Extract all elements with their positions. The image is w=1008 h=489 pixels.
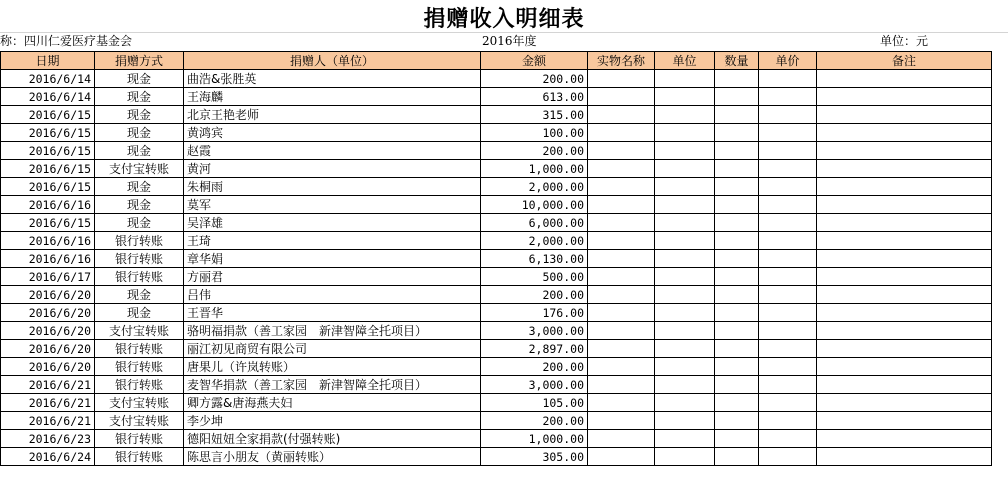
item-name-cell[interactable]: [588, 142, 655, 160]
remark-cell[interactable]: [817, 448, 992, 466]
remark-cell[interactable]: [817, 412, 992, 430]
remark-cell[interactable]: [817, 394, 992, 412]
amount-cell[interactable]: 500.00: [481, 268, 588, 286]
method-cell[interactable]: 银行转账: [95, 430, 184, 448]
unit-cell[interactable]: [655, 196, 715, 214]
quantity-cell[interactable]: [715, 286, 759, 304]
unit-cell[interactable]: [655, 376, 715, 394]
remark-cell[interactable]: [817, 304, 992, 322]
table-row: [1, 340, 992, 358]
method-cell[interactable]: 支付宝转账: [95, 412, 184, 430]
unit-cell[interactable]: [655, 412, 715, 430]
donor-cell[interactable]: 卿方露&唐海燕夫妇: [184, 394, 481, 412]
quantity-cell[interactable]: [715, 304, 759, 322]
donor-cell[interactable]: 王晋华: [184, 304, 481, 322]
table-row: [1, 250, 992, 268]
unit-price-cell[interactable]: [759, 268, 817, 286]
amount-cell[interactable]: 105.00: [481, 394, 588, 412]
amount-cell[interactable]: 613.00: [481, 88, 588, 106]
info-row: [0, 32, 1008, 51]
header-unit-price[interactable]: 单价: [759, 52, 817, 70]
amount-cell[interactable]: 10,000.00: [481, 196, 588, 214]
method-cell[interactable]: 现金: [95, 214, 184, 232]
item-name-cell[interactable]: [588, 106, 655, 124]
remark-cell[interactable]: [817, 178, 992, 196]
table-row: [1, 286, 992, 304]
table-row: [1, 322, 992, 340]
amount-cell[interactable]: 200.00: [481, 70, 588, 88]
quantity-cell[interactable]: [715, 394, 759, 412]
item-name-cell[interactable]: [588, 268, 655, 286]
table-row: [1, 124, 992, 142]
date-cell[interactable]: 2016/6/17: [1, 268, 95, 286]
quantity-cell[interactable]: [715, 358, 759, 376]
item-name-cell[interactable]: [588, 160, 655, 178]
method-cell[interactable]: 现金: [95, 286, 184, 304]
quantity-cell[interactable]: [715, 214, 759, 232]
item-name-cell[interactable]: [588, 448, 655, 466]
donation-table: [0, 51, 992, 466]
table-row: [1, 70, 992, 88]
donor-cell[interactable]: 德阳妞妞全家捐款(付强转账): [184, 430, 481, 448]
item-name-cell[interactable]: [588, 196, 655, 214]
unit-price-cell[interactable]: [759, 178, 817, 196]
donor-cell[interactable]: 李少坤: [184, 412, 481, 430]
item-name-cell[interactable]: [588, 70, 655, 88]
date-cell[interactable]: 2016/6/21: [1, 376, 95, 394]
unit-price-cell[interactable]: [759, 70, 817, 88]
donor-cell[interactable]: 王海麟: [184, 88, 481, 106]
table-row: [1, 268, 992, 286]
method-cell[interactable]: 银行转账: [95, 358, 184, 376]
remark-cell[interactable]: [817, 430, 992, 448]
method-cell[interactable]: 银行转账: [95, 268, 184, 286]
item-name-cell[interactable]: [588, 358, 655, 376]
date-cell[interactable]: 2016/6/15: [1, 214, 95, 232]
quantity-cell[interactable]: [715, 232, 759, 250]
amount-cell[interactable]: 1,000.00: [481, 430, 588, 448]
table-row: [1, 106, 992, 124]
date-cell[interactable]: 2016/6/16: [1, 250, 95, 268]
amount-cell[interactable]: 200.00: [481, 286, 588, 304]
amount-cell[interactable]: 6,130.00: [481, 250, 588, 268]
unit-cell[interactable]: [655, 304, 715, 322]
amount-cell[interactable]: 2,000.00: [481, 178, 588, 196]
donor-cell[interactable]: 骆明福捐款（善工家园 新津智障全托项目）: [184, 322, 481, 340]
donor-cell[interactable]: 吕伟: [184, 286, 481, 304]
unit-cell[interactable]: [655, 430, 715, 448]
remark-cell[interactable]: [817, 160, 992, 178]
unit-price-cell[interactable]: [759, 124, 817, 142]
date-cell[interactable]: 2016/6/14: [1, 88, 95, 106]
unit-price-cell[interactable]: [759, 88, 817, 106]
page-title: 捐赠收入明细表: [423, 7, 585, 32]
remark-cell[interactable]: [817, 286, 992, 304]
method-cell[interactable]: 银行转账: [95, 448, 184, 466]
remark-cell[interactable]: [817, 70, 992, 88]
table-row: [1, 412, 992, 430]
amount-cell[interactable]: 200.00: [481, 412, 588, 430]
unit-cell[interactable]: [655, 214, 715, 232]
date-cell[interactable]: 2016/6/24: [1, 448, 95, 466]
table-row: [1, 358, 992, 376]
quantity-cell[interactable]: [715, 142, 759, 160]
date-cell[interactable]: 2016/6/23: [1, 430, 95, 448]
quantity-cell[interactable]: [715, 88, 759, 106]
item-name-cell[interactable]: [588, 412, 655, 430]
quantity-cell[interactable]: [715, 196, 759, 214]
method-cell[interactable]: 银行转账: [95, 250, 184, 268]
table-row: [1, 196, 992, 214]
donor-cell[interactable]: 陈思言小朋友（黄丽转账）: [184, 448, 481, 466]
amount-cell[interactable]: 200.00: [481, 142, 588, 160]
quantity-cell[interactable]: [715, 160, 759, 178]
unit-price-cell[interactable]: [759, 394, 817, 412]
table-body: [1, 70, 992, 466]
method-cell[interactable]: 支付宝转账: [95, 160, 184, 178]
unit-price-cell[interactable]: [759, 232, 817, 250]
unit-price-cell[interactable]: [759, 160, 817, 178]
method-cell[interactable]: 现金: [95, 106, 184, 124]
unit-price-cell[interactable]: [759, 250, 817, 268]
quantity-cell[interactable]: [715, 70, 759, 88]
unit-cell[interactable]: [655, 178, 715, 196]
amount-cell[interactable]: 3,000.00: [481, 322, 588, 340]
donor-cell[interactable]: 唐果儿（许岚转账）: [184, 358, 481, 376]
remark-cell[interactable]: [817, 106, 992, 124]
donor-cell[interactable]: 黄河: [184, 160, 481, 178]
amount-cell[interactable]: 315.00: [481, 106, 588, 124]
unit-price-cell[interactable]: [759, 322, 817, 340]
unit-price-cell[interactable]: [759, 376, 817, 394]
unit-cell[interactable]: [655, 340, 715, 358]
table-row: [1, 448, 992, 466]
donor-cell[interactable]: 丽江初见商贸有限公司: [184, 340, 481, 358]
unit-cell[interactable]: [655, 286, 715, 304]
item-name-cell[interactable]: [588, 376, 655, 394]
header-amount[interactable]: 金额: [481, 52, 588, 70]
unit-price-cell[interactable]: [759, 448, 817, 466]
amount-cell[interactable]: 200.00: [481, 358, 588, 376]
date-cell[interactable]: 2016/6/15: [1, 142, 95, 160]
amount-cell[interactable]: 6,000.00: [481, 214, 588, 232]
method-cell[interactable]: 银行转账: [95, 376, 184, 394]
table-row: [1, 394, 992, 412]
unit-cell[interactable]: [655, 232, 715, 250]
unit-price-cell[interactable]: [759, 106, 817, 124]
unit-price-cell[interactable]: [759, 412, 817, 430]
method-cell[interactable]: 现金: [95, 142, 184, 160]
table-row: [1, 214, 992, 232]
date-cell[interactable]: 2016/6/15: [1, 106, 95, 124]
unit-cell[interactable]: [655, 160, 715, 178]
date-cell[interactable]: 2016/6/14: [1, 70, 95, 88]
date-cell[interactable]: 2016/6/20: [1, 358, 95, 376]
donor-cell[interactable]: 章华娟: [184, 250, 481, 268]
remark-cell[interactable]: [817, 358, 992, 376]
header-quantity[interactable]: 数量: [715, 52, 759, 70]
amount-cell[interactable]: 3,000.00: [481, 376, 588, 394]
table-row: [1, 430, 992, 448]
method-cell[interactable]: 银行转账: [95, 232, 184, 250]
item-name-cell[interactable]: [588, 88, 655, 106]
item-name-cell[interactable]: [588, 322, 655, 340]
amount-cell[interactable]: 305.00: [481, 448, 588, 466]
amount-cell[interactable]: 176.00: [481, 304, 588, 322]
unit-price-cell[interactable]: [759, 286, 817, 304]
quantity-cell[interactable]: [715, 250, 759, 268]
unit-cell[interactable]: [655, 358, 715, 376]
remark-cell[interactable]: [817, 268, 992, 286]
quantity-cell[interactable]: [715, 268, 759, 286]
donor-cell[interactable]: 莫军: [184, 196, 481, 214]
unit-price-cell[interactable]: [759, 340, 817, 358]
header-method[interactable]: 捐赠方式: [95, 52, 184, 70]
amount-cell[interactable]: 2,000.00: [481, 232, 588, 250]
donor-cell[interactable]: 王琦: [184, 232, 481, 250]
donor-cell[interactable]: 吴泽雄: [184, 214, 481, 232]
date-cell[interactable]: 2016/6/21: [1, 394, 95, 412]
unit-cell[interactable]: [655, 70, 715, 88]
date-cell[interactable]: 2016/6/20: [1, 322, 95, 340]
item-name-cell[interactable]: [588, 304, 655, 322]
header-donor[interactable]: 捐赠人（单位）: [184, 52, 481, 70]
method-cell[interactable]: 现金: [95, 196, 184, 214]
method-cell[interactable]: 现金: [95, 70, 184, 88]
unit-cell[interactable]: [655, 142, 715, 160]
table-row: [1, 142, 992, 160]
amount-cell[interactable]: 2,897.00: [481, 340, 588, 358]
date-cell[interactable]: 2016/6/16: [1, 232, 95, 250]
date-cell[interactable]: 2016/6/15: [1, 124, 95, 142]
quantity-cell[interactable]: [715, 340, 759, 358]
remark-cell[interactable]: [817, 232, 992, 250]
method-cell[interactable]: 现金: [95, 178, 184, 196]
date-cell[interactable]: 2016/6/20: [1, 340, 95, 358]
donor-cell[interactable]: 曲浩&张胜英: [184, 70, 481, 88]
remark-cell[interactable]: [817, 214, 992, 232]
item-name-cell[interactable]: [588, 286, 655, 304]
quantity-cell[interactable]: [715, 376, 759, 394]
table-row: [1, 376, 992, 394]
quantity-cell[interactable]: [715, 178, 759, 196]
unit-cell[interactable]: [655, 268, 715, 286]
item-name-cell[interactable]: [588, 430, 655, 448]
date-cell[interactable]: 2016/6/15: [1, 178, 95, 196]
remark-cell[interactable]: [817, 376, 992, 394]
item-name-cell[interactable]: [588, 340, 655, 358]
method-cell[interactable]: 现金: [95, 304, 184, 322]
organization-label: 称：四川仁爱医疗基金会: [0, 34, 133, 48]
item-name-cell[interactable]: [588, 250, 655, 268]
remark-cell[interactable]: [817, 196, 992, 214]
quantity-cell[interactable]: [715, 412, 759, 430]
amount-cell[interactable]: 100.00: [481, 124, 588, 142]
donor-cell[interactable]: 北京王艳老师: [184, 106, 481, 124]
donor-cell[interactable]: 黄鸿宾: [184, 124, 481, 142]
method-cell[interactable]: 银行转账: [95, 340, 184, 358]
date-cell[interactable]: 2016/6/20: [1, 286, 95, 304]
unit-cell[interactable]: [655, 250, 715, 268]
unit-price-cell[interactable]: [759, 142, 817, 160]
unit-price-cell[interactable]: [759, 430, 817, 448]
year-label: 2016年度: [482, 34, 537, 48]
table-row: [1, 232, 992, 250]
donor-cell[interactable]: 朱桐雨: [184, 178, 481, 196]
unit-cell[interactable]: [655, 88, 715, 106]
unit-cell[interactable]: [655, 394, 715, 412]
unit-cell[interactable]: [655, 106, 715, 124]
date-cell[interactable]: 2016/6/21: [1, 412, 95, 430]
header-unit[interactable]: 单位: [655, 52, 715, 70]
remark-cell[interactable]: [817, 88, 992, 106]
item-name-cell[interactable]: [588, 214, 655, 232]
quantity-cell[interactable]: [715, 448, 759, 466]
unit-cell[interactable]: [655, 322, 715, 340]
remark-cell[interactable]: [817, 322, 992, 340]
date-cell[interactable]: 2016/6/15: [1, 160, 95, 178]
unit-cell[interactable]: [655, 124, 715, 142]
table-row: [1, 88, 992, 106]
table-row: [1, 304, 992, 322]
item-name-cell[interactable]: [588, 394, 655, 412]
header-item-name[interactable]: 实物名称: [588, 52, 655, 70]
unit-price-cell[interactable]: [759, 304, 817, 322]
quantity-cell[interactable]: [715, 106, 759, 124]
donor-cell[interactable]: 方丽君: [184, 268, 481, 286]
donor-cell[interactable]: 赵霞: [184, 142, 481, 160]
unit-price-cell[interactable]: [759, 214, 817, 232]
item-name-cell[interactable]: [588, 232, 655, 250]
method-cell[interactable]: 支付宝转账: [95, 394, 184, 412]
amount-cell[interactable]: 1,000.00: [481, 160, 588, 178]
remark-cell[interactable]: [817, 142, 992, 160]
donor-cell[interactable]: 麦智华捐款（善工家园 新津智障全托项目）: [184, 376, 481, 394]
unit-label: 单位：元: [880, 34, 929, 48]
item-name-cell[interactable]: [588, 178, 655, 196]
header-row: [1, 52, 992, 70]
unit-cell[interactable]: [655, 448, 715, 466]
unit-price-cell[interactable]: [759, 196, 817, 214]
item-name-cell[interactable]: [588, 124, 655, 142]
method-cell[interactable]: 支付宝转账: [95, 322, 184, 340]
date-cell[interactable]: 2016/6/20: [1, 304, 95, 322]
unit-price-cell[interactable]: [759, 358, 817, 376]
remark-cell[interactable]: [817, 124, 992, 142]
table-row: [1, 178, 992, 196]
quantity-cell[interactable]: [715, 124, 759, 142]
quantity-cell[interactable]: [715, 430, 759, 448]
table-row: [1, 160, 992, 178]
title-row: [0, 0, 1008, 33]
method-cell[interactable]: 现金: [95, 88, 184, 106]
remark-cell[interactable]: [817, 250, 992, 268]
header-remark[interactable]: 备注: [817, 52, 992, 70]
date-cell[interactable]: 2016/6/16: [1, 196, 95, 214]
quantity-cell[interactable]: [715, 322, 759, 340]
remark-cell[interactable]: [817, 340, 992, 358]
header-date[interactable]: 日期: [1, 52, 95, 70]
method-cell[interactable]: 现金: [95, 124, 184, 142]
